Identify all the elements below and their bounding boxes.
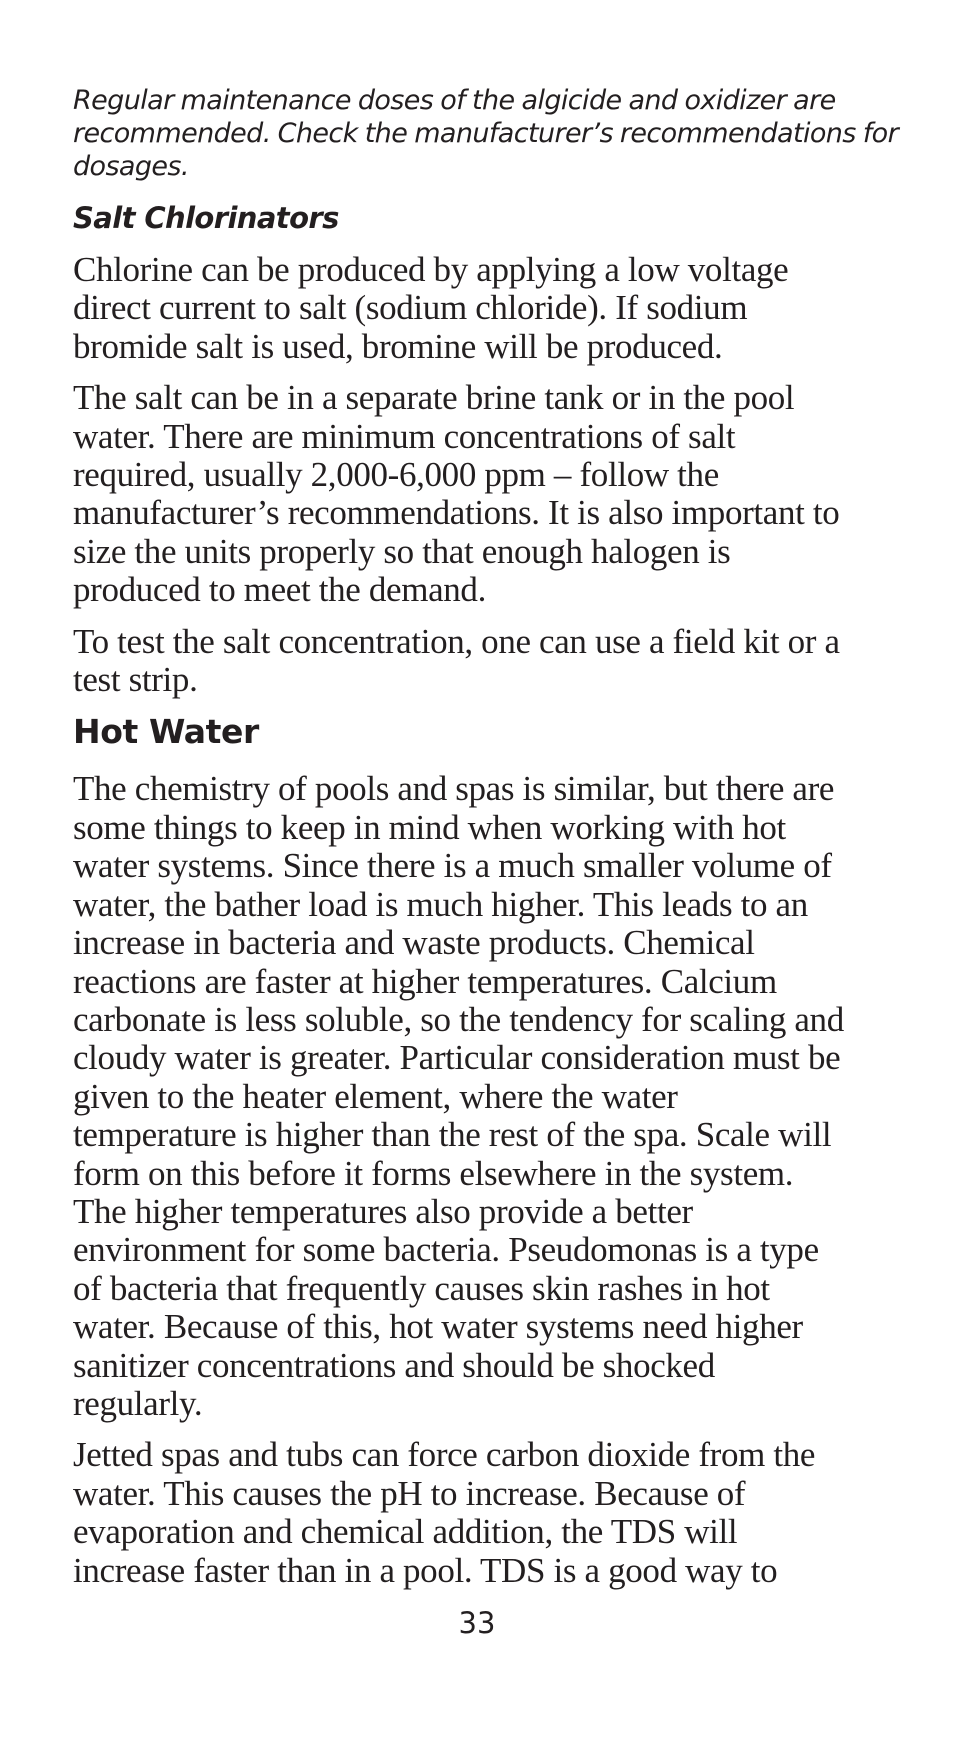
text-line: The chemistry of pools and spas is similar, but there are [73, 769, 835, 809]
text-line: water. This causes the pH to increase. Because of [73, 1473, 746, 1513]
text-line: form on this before it forms elsewhere in the system. [73, 1153, 794, 1193]
text-line: The salt can be in a separate brine tank or in the pool [73, 378, 795, 418]
hot-water-paragraph-2 [73, 1436, 893, 1590]
text-line: test strip. [73, 660, 198, 700]
text-line: Jetted spas and tubs can force carbon dioxide from the [73, 1435, 816, 1475]
text-line: regularly. [73, 1383, 203, 1423]
salt-chlorinators-subheading: Salt Chlorinators [73, 201, 339, 235]
text-line: increase faster than in a pool. TDS is a good way to [73, 1550, 778, 1590]
page-content [73, 84, 899, 1603]
text-line: given to the heater element, where the water [73, 1076, 678, 1116]
text-line: recommended. Check the manufacturer’s recommendations for [73, 118, 899, 149]
text-line: water. Because of this, hot water systems need higher [73, 1307, 803, 1347]
text-line: size the units properly so that enough halogen is [73, 531, 731, 571]
text-line: Chlorine can be produced by applying a low voltage [73, 250, 789, 289]
text-line: cloudy water is greater. Particular consideration must be [73, 1038, 841, 1078]
text-line: of bacteria that frequently causes skin rashes in hot [73, 1268, 770, 1308]
text-line: produced to meet the demand. [73, 570, 486, 610]
salt-paragraph-3 [73, 623, 893, 700]
text-line: direct current to salt (sodium chloride). If sodium [73, 288, 748, 328]
hot-water-heading: Hot Water [73, 712, 259, 752]
text-line: water systems. Since there is a much smaller volume of [73, 846, 832, 886]
text-line: water, the bather load is much higher. This leads to an [73, 884, 808, 924]
hot-water-paragraph-1 [73, 770, 893, 1423]
salt-paragraph-2 [73, 379, 893, 609]
text-line: dosages. [73, 151, 189, 182]
salt-paragraph-1 [73, 251, 893, 366]
text-line: some things to keep in mind when working with hot [73, 807, 786, 847]
page-number: 33 [458, 1606, 496, 1640]
text-line: environment for some bacteria. Pseudomonas is a type [73, 1230, 819, 1270]
text-line: The higher temperatures also provide a better [73, 1191, 693, 1231]
text-line: temperature is higher than the rest of the spa. Scale will [73, 1115, 832, 1155]
text-line: reactions are faster at higher temperatures. Calcium [73, 961, 777, 1001]
text-line: manufacturer’s recommendations. It is also important to [73, 493, 840, 533]
text-line: carbonate is less soluble, so the tendency for scaling and [73, 999, 844, 1039]
text-line: Regular maintenance doses of the algicide and oxidizer are [73, 85, 836, 116]
text-line: sanitizer concentrations and should be shocked [73, 1345, 715, 1385]
text-line: evaporation and chemical addition, the TDS will [73, 1512, 738, 1552]
text-line: To test the salt concentration, one can use a field kit or a [73, 621, 840, 661]
text-line: bromide salt is used, bromine will be produced. [73, 326, 723, 366]
text-line: required, usually 2,000-6,000 ppm – follow the [73, 455, 719, 495]
text-line: water. There are minimum concentrations of salt [73, 416, 736, 456]
intro-note [73, 84, 899, 183]
text-line: increase in bacteria and waste products. Chemical [73, 923, 755, 963]
